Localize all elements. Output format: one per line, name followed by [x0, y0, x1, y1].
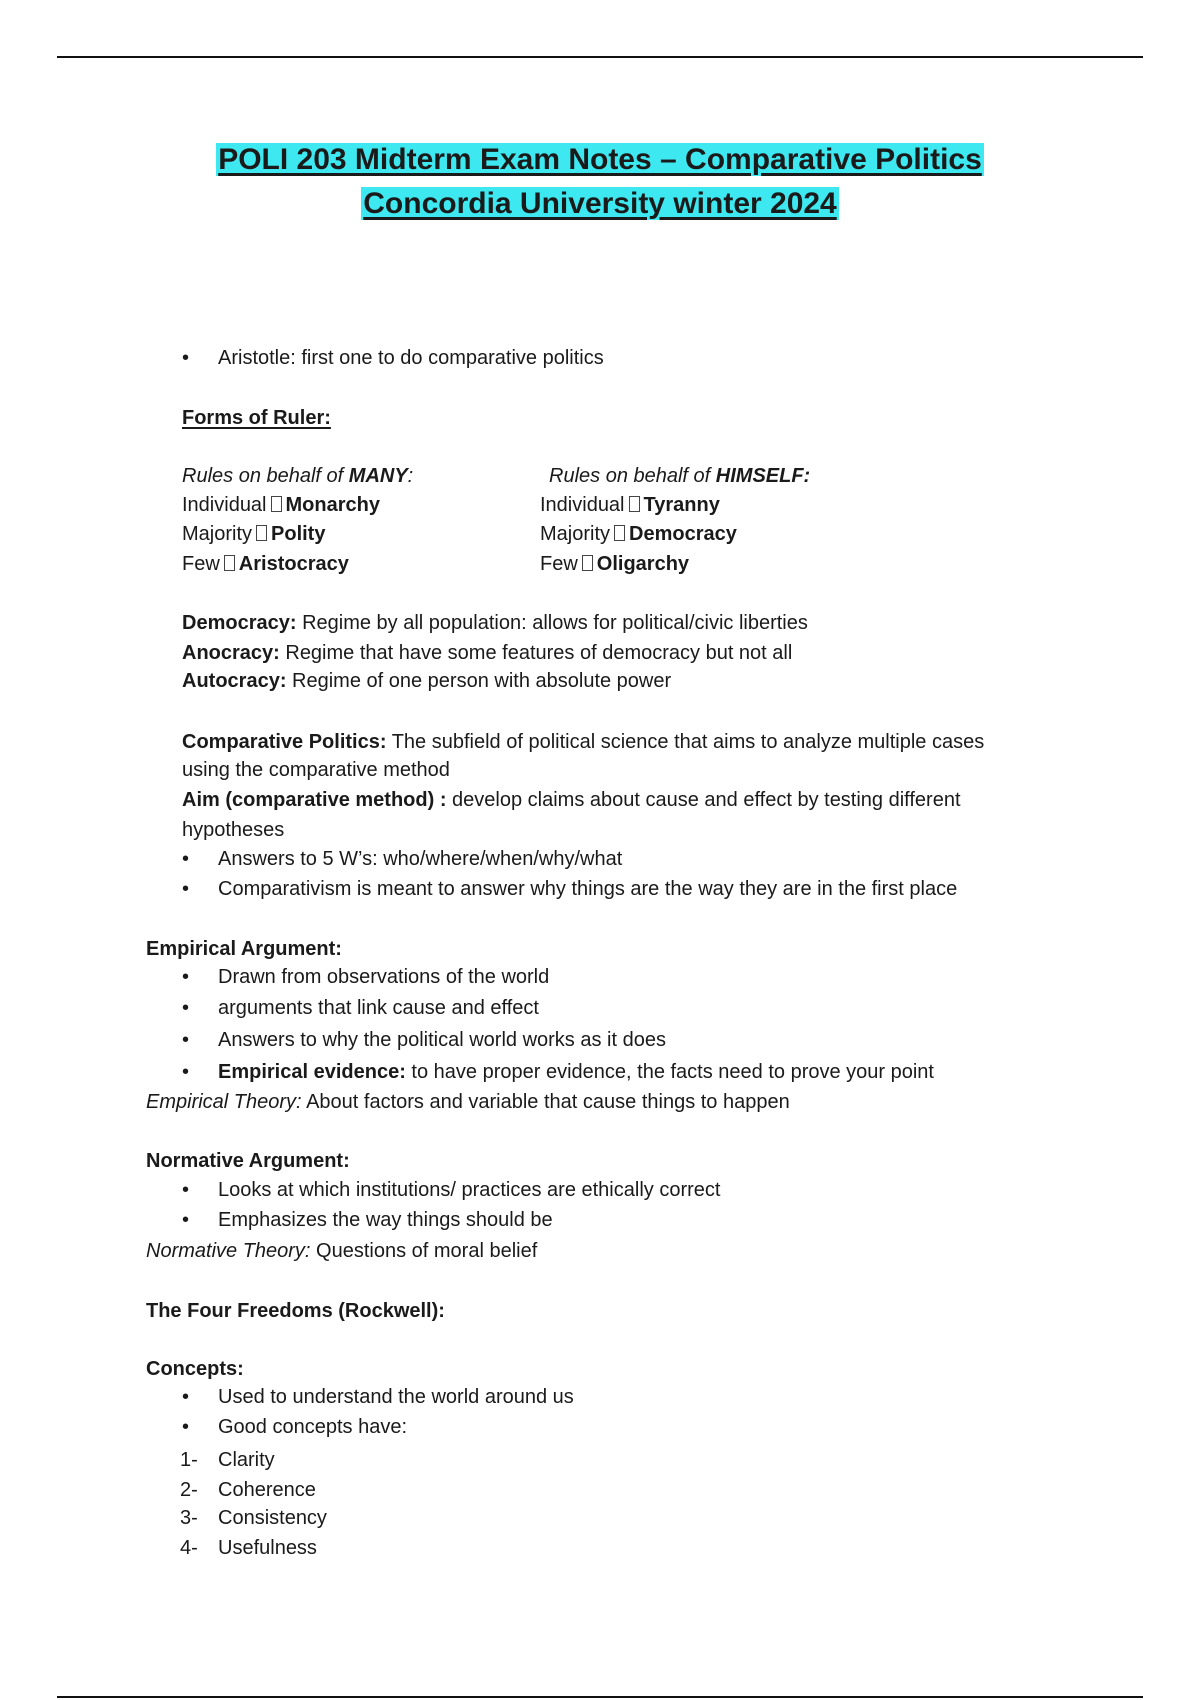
bullet-icon: •: [182, 1061, 190, 1083]
bullet-icon: •: [182, 1029, 190, 1051]
top-rule: [57, 56, 1143, 58]
forms-left-header: Rules on behalf of MANY:: [182, 465, 414, 487]
bullet-icon: •: [182, 966, 190, 988]
numbered-item-number: 4-: [180, 1537, 198, 1559]
forms-right-row: Few Oligarchy: [540, 553, 690, 575]
numbered-item: Clarity: [218, 1449, 275, 1471]
normative-theory: Normative Theory: Questions of moral belief: [146, 1240, 538, 1262]
list-item: Answers to why the political world works as it does: [218, 1029, 666, 1051]
bullet-icon: •: [182, 1386, 190, 1408]
forms-left-row: Few Aristocracy: [182, 553, 349, 575]
list-item: Used to understand the world around us: [218, 1386, 574, 1408]
numbered-item: Consistency: [218, 1507, 327, 1529]
forms-right-row: Individual Tyranny: [540, 494, 720, 516]
bottom-rule: [57, 1696, 1143, 1698]
forms-right-header: Rules on behalf of HIMSELF:: [549, 465, 811, 487]
bullet-icon: •: [182, 1416, 190, 1438]
list-item: arguments that link cause and effect: [218, 997, 539, 1019]
arrow-placeholder-icon: [582, 555, 593, 571]
arrow-placeholder-icon: [256, 525, 267, 541]
numbered-item: Coherence: [218, 1479, 316, 1501]
regime-definition: Democracy: Regime by all population: allows for political/civic liberties: [182, 612, 808, 634]
bullet-icon: •: [182, 1209, 190, 1231]
arrow-placeholder-icon: [271, 496, 282, 512]
numbered-item-number: 1-: [180, 1449, 198, 1471]
bullet-icon: •: [182, 997, 190, 1019]
title-line-2: Concordia University winter 2024: [363, 187, 837, 220]
title-line-1: POLI 203 Midterm Exam Notes – Comparative Politics: [218, 143, 982, 176]
bullet-icon: •: [182, 848, 190, 870]
bullet-icon: •: [182, 1179, 190, 1201]
list-item: Drawn from observations of the world: [218, 966, 550, 988]
arrow-placeholder-icon: [629, 496, 640, 512]
forms-heading: Forms of Ruler:: [182, 407, 331, 429]
numbered-item: Usefulness: [218, 1537, 317, 1559]
comparative-politics-definition: Comparative Politics: The subfield of political science that aims to analyze multiple cases: [182, 731, 985, 753]
four-freedoms-heading: The Four Freedoms (Rockwell):: [146, 1300, 445, 1322]
regime-definition: Autocracy: Regime of one person with absolute power: [182, 670, 672, 692]
list-item: Comparativism is meant to answer why things are the way they are in the first place: [218, 878, 958, 900]
list-item: Looks at which institutions/ practices are ethically correct: [218, 1179, 721, 1201]
comparative-politics-definition-cont: using the comparative method: [182, 759, 450, 781]
list-item: Answers to 5 W’s: who/where/when/why/what: [218, 848, 623, 870]
bullet-icon: •: [182, 347, 190, 369]
empirical-theory: Empirical Theory: About factors and variable that cause things to happen: [146, 1091, 790, 1113]
empirical-heading: Empirical Argument:: [146, 938, 342, 960]
forms-right-row: Majority Democracy: [540, 523, 737, 545]
empirical-evidence: Empirical evidence: to have proper evidence, the facts need to prove your point: [218, 1061, 934, 1083]
arrow-placeholder-icon: [224, 555, 235, 571]
normative-heading: Normative Argument:: [146, 1150, 350, 1172]
intro-bullet-text: Aristotle: first one to do comparative politics: [218, 347, 604, 369]
list-item: Emphasizes the way things should be: [218, 1209, 553, 1231]
numbered-item-number: 2-: [180, 1479, 198, 1501]
forms-left-row: Majority Polity: [182, 523, 326, 545]
comparative-aim-cont: hypotheses: [182, 819, 285, 841]
comparative-aim: Aim (comparative method) : develop claims about cause and effect by testing different: [182, 789, 961, 811]
page-title: [0, 138, 1200, 226]
bullet-icon: •: [182, 878, 190, 900]
list-item: Good concepts have:: [218, 1416, 408, 1438]
regime-definition: Anocracy: Regime that have some features of democracy but not all: [182, 642, 793, 664]
forms-left-row: Individual Monarchy: [182, 494, 380, 516]
arrow-placeholder-icon: [614, 525, 625, 541]
concepts-heading: Concepts:: [146, 1358, 244, 1380]
numbered-item-number: 3-: [180, 1507, 198, 1529]
